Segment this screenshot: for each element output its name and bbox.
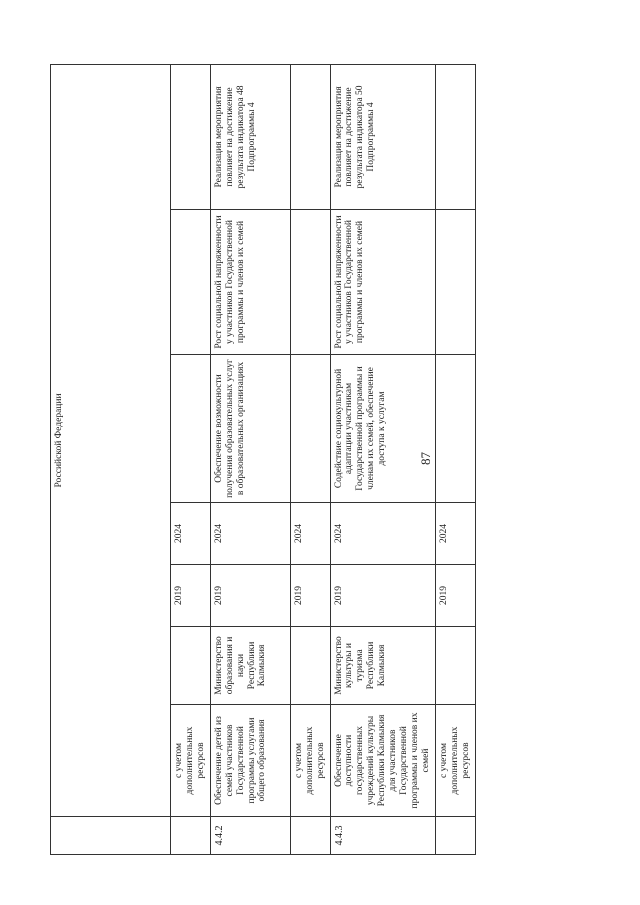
start-year: 2019 xyxy=(290,565,330,627)
resources-label: с учетом дополнительных ресурсов xyxy=(290,705,330,817)
end-year: 2024 xyxy=(171,503,211,565)
cell-empty xyxy=(435,627,475,705)
cell-empty xyxy=(435,64,475,209)
start-year: 2019 xyxy=(210,565,290,627)
cell-empty xyxy=(290,355,330,503)
activity-result: Обеспечение возможности получения образовательных услуг в образовательных организациях xyxy=(210,355,290,503)
cell-empty xyxy=(171,355,211,503)
cell-empty xyxy=(171,64,211,209)
start-year: 2019 xyxy=(330,565,435,627)
cell-empty xyxy=(171,627,211,705)
activity-title: Обеспечение доступности государственных учреждений культуры Республики Калмыкия для участников Государственной программы и членов их семей xyxy=(330,705,435,817)
activity-result: Содействие социокультурной адаптации участникам Государственной программы и членам их семей, обеспечение доступа к услугам xyxy=(330,355,435,503)
resources-label: с учетом дополнительных ресурсов xyxy=(435,705,475,817)
cell-empty xyxy=(290,627,330,705)
activity-link: Реализация мероприятия повлияет на достижение результата индикатора 48 Подпрограммы 4 xyxy=(210,64,290,209)
table-row-federation xyxy=(51,64,171,854)
activity-number: 4.4.3 xyxy=(330,817,435,855)
rotated-page xyxy=(30,45,471,865)
end-year: 2024 xyxy=(330,503,435,565)
end-year: 2024 xyxy=(290,503,330,565)
activity-executor: Министерство культуры и туризма Республики Калмыкия xyxy=(330,627,435,705)
start-year: 2019 xyxy=(435,565,475,627)
resources-label: с учетом дополнительных ресурсов xyxy=(171,705,211,817)
start-year: 2019 xyxy=(171,565,211,627)
activity-number: 4.4.2 xyxy=(210,817,290,855)
cell-empty xyxy=(171,210,211,355)
activity-table xyxy=(50,64,476,855)
cell-empty xyxy=(290,817,330,855)
cell-empty xyxy=(290,64,330,209)
activity-consequence: Рост социальной напряженности у участников Государственной программы и членов их семей xyxy=(210,210,290,355)
table-row-resources xyxy=(171,64,211,854)
activity-link: Реализация мероприятия повлияет на достижение результата индикатора 50 Подпрограммы 4 xyxy=(330,64,435,209)
table-row-resources xyxy=(290,64,330,854)
table-row-activity xyxy=(330,64,435,854)
table-row-activity xyxy=(210,64,290,854)
table-row-resources xyxy=(435,64,475,854)
activity-consequence: Рост социальной напряженности у участников Государственной программы и членов их семей xyxy=(330,210,435,355)
cell-empty xyxy=(171,817,211,855)
cell-empty xyxy=(435,817,475,855)
cell-empty xyxy=(435,210,475,355)
header-text: Российской Федерации xyxy=(51,64,171,816)
cell-empty xyxy=(290,210,330,355)
end-year: 2024 xyxy=(435,503,475,565)
cell-empty xyxy=(435,355,475,503)
cell-empty xyxy=(51,817,171,855)
activity-title: Обеспечение детей из семей участников Государственной программы услугами общего образования xyxy=(210,705,290,817)
page-number: 87 xyxy=(418,452,433,465)
activity-executor: Министерство образования и науки Республики Калмыкия xyxy=(210,627,290,705)
end-year: 2024 xyxy=(210,503,290,565)
